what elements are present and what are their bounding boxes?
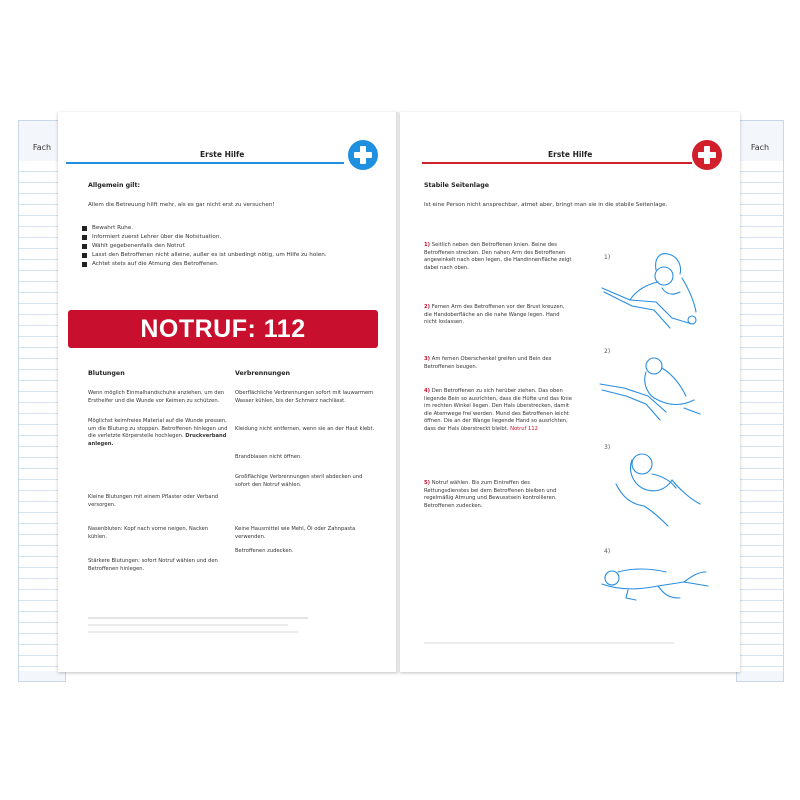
left-section-title: Allgemein gilt: [88,182,140,189]
burns-text-1: Oberflächliche Verbrennungen sofort mit lauwarmem Wasser kühlen, bis der Schmerz nachlässt. [235,390,374,404]
list-item: Wählt gegebenenfalls den Notruf. [82,242,372,251]
footnote-line [88,631,298,633]
step-4-text: 4) Den Betroffenen zu sich herüber ziehen. Das oben liegende Bein so ausrichten, dass die Hüfte und das Knie im rechten Winkel liegen. Den Hals überstrecken, damit die Atemwege frei werden. Mund des Betroffenen leicht öffnen. Die an der Wange liegende Hand so ausrichten, dass der Hals überstreckt bleibt. Notruf 112 [424,388,572,432]
right-intro: Ist eine Person nicht ansprechbar, atmet aber, bringt man sie in die stabile Seitenlage. [424,202,668,208]
step-4-body: Den Betroffenen zu sich herüber ziehen. Das oben liegende Bein so ausrichten, dass die Hüfte und das Knie im rechten Winkel liegen. Den Hals überstrecken, damit die Atemwege frei werden. Mund des Betroffenen leicht öffnen. Die an der Wange liegende Hand so ausrichten, dass der Hals überstreckt bleibt. [424,388,572,432]
left-bullet-list [82,224,372,269]
step-5-body: Notruf wählen. Bis zum Eintreffen des Rettungsdienstes bei dem Betroffenen bleiben und regelmäßig Atmung und Bewusstsein kontrollieren. Betroffenen zudecken. [424,480,557,509]
step-5-text: 5) Notruf wählen. Bis zum Eintreffen des Rettungsdienstes bei dem Betroffenen bleiben und regelmäßig Atmung und Bewusstsein kontrollieren. Betroffenen zudecken. [424,480,557,509]
right-register-tab [736,120,784,682]
right-tab-label: Fach [750,143,770,152]
step-3-body: Am fernen Oberschenkel greifen und Bein des Betroffenen beugen. [424,356,552,370]
left-header-rule [66,162,344,164]
bleeding-text-1: Wenn möglich Einmalhandschuhe anziehen, um den Ersthelfer und die Wunde vor Keimen zu schützen. [88,390,225,404]
recovery-position-step-3-figure [596,440,708,530]
step-4-red-note: Notruf 112 [510,425,538,432]
left-tab-label: Fach [32,143,52,152]
burns-text-4: Großflächige Verbrennungen steril abdecken und sofort den Notruf wählen. [235,474,363,488]
left-page [58,112,398,672]
figure-label: 4) [604,548,611,555]
footnote-line [88,617,308,619]
step-3-text: 3) Am fernen Oberschenkel greifen und Bein des Betroffenen beugen. [424,356,552,370]
bleeding-text-2-bold: Druckverband anlegen. [88,433,227,447]
burns-text-2: Kleidung nicht entfernen, wenn sie an der Haut klebt. [235,426,375,432]
bleeding-title: Blutungen [88,370,125,377]
bleeding-text-5: Stärkere Blutungen: sofort Notruf wählen und den Betroffenen hinlegen. [88,558,218,572]
footnote-line [88,624,288,626]
bleeding-text-2 [88,418,228,448]
burns-title: Verbrennungen [235,370,290,377]
list-item: Bewahrt Ruhe. [82,224,372,233]
emergency-number-banner: NOTRUF: 112 [68,310,378,348]
step-1-body: Seitlich neben den Betroffenen knien. Beine des Betroffenen strecken. Den nahen Arm des Betroffenen angewinkelt nach oben legen, die Handinnenfläche zeigt dabei nach oben. [424,242,572,271]
step-2-body: Fernen Arm des Betroffenen vor der Brust kreuzen, die Handoberfläche an die nahe Wange legen. Hand nicht loslassen. [424,304,565,325]
plus-icon [692,140,722,170]
recovery-position-step-4-figure [588,546,716,606]
step-2-text: 2) Fernen Arm des Betroffenen vor der Brust kreuzen, die Handoberfläche an die nahe Wange legen. Hand nicht loslassen. [424,304,565,325]
burns-text-6: Betroffenen zudecken. [235,548,294,554]
right-section-title: Stabile Seitenlage [424,182,489,189]
left-page-header: Erste Hilfe [200,150,245,159]
recovery-position-step-2-figure [596,344,708,430]
burns-text-3: Brandblasen nicht öffnen. [235,454,302,460]
list-item: Achtet stets auf die Atmung des Betroffenen. [82,260,372,269]
figure-label: 3) [604,444,611,451]
right-page [400,112,740,672]
burns-text-5: Keine Hausmittel wie Mehl, Öl oder Zahnpasta verwenden. [235,526,356,540]
list-item: Informiert zuerst Lehrer über die Notsituation. [82,233,372,242]
left-intro: Allem die Betreuung hilft mehr, als es gar nicht erst zu versuchen! [88,202,275,208]
right-tab-lines [737,161,783,671]
bleeding-text-3: Kleine Blutungen mit einem Pflaster oder Verband versorgen. [88,494,219,508]
right-header-rule [422,162,692,164]
recovery-position-step-1-figure [596,248,708,334]
plus-icon [348,140,378,170]
figure-label: 1) [604,254,611,261]
step-1-text: 1) Seitlich neben den Betroffenen knien. Beine des Betroffenen strecken. Den nahen Arm des Betroffenen angewinkelt nach oben legen, die Handinnenfläche zeigt dabei nach oben. [424,242,572,271]
footnote-line [424,642,674,644]
bleeding-text-4: Nasenbluten: Kopf nach vorne neigen, Nacken kühlen. [88,526,209,540]
right-page-header: Erste Hilfe [548,150,593,159]
figure-label: 2) [604,348,611,355]
list-item: Lasst den Betroffenen nicht alleine, außer es ist unbedingt nötig, um Hilfe zu holen. [82,251,372,260]
bleeding-text-2-body: Möglichst keimfreies Material auf die Wunde pressen, um die Blutung zu stoppen. Betroffenen hinlegen und die verletzte Körperstelle hochlegen. [88,418,228,439]
